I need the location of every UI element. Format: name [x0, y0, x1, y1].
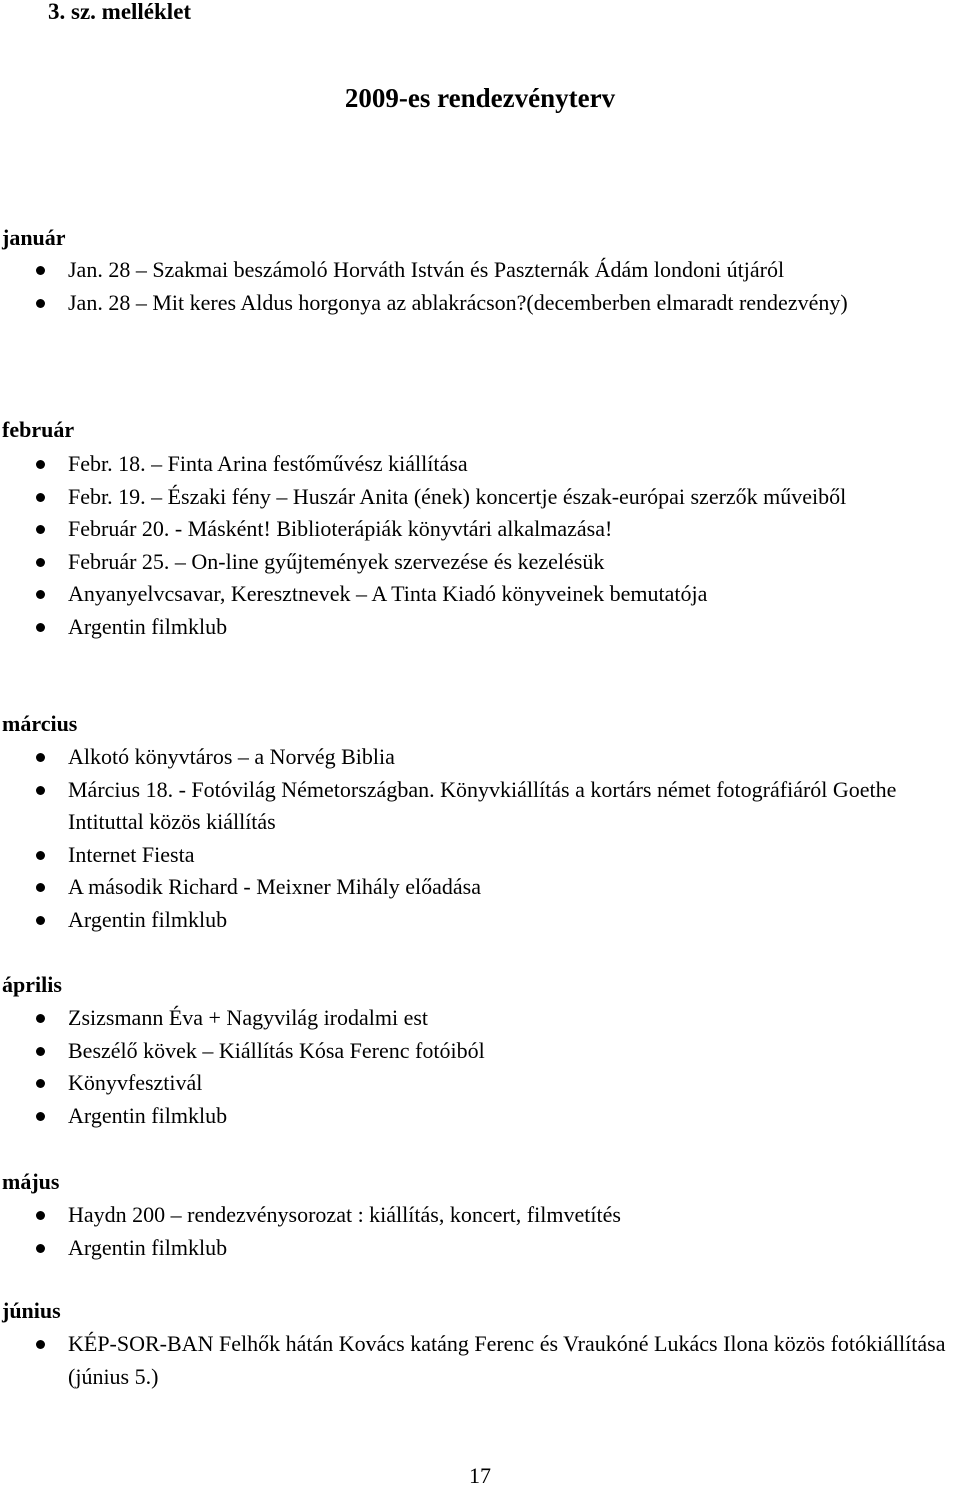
month-heading-may: május: [2, 1169, 60, 1194]
list-item: Argentin filmklub: [0, 1100, 958, 1133]
month-heading-june: június: [2, 1298, 61, 1323]
event-list-february: [0, 448, 958, 643]
list-item: Argentin filmklub: [0, 904, 920, 937]
event-list-april: [0, 1002, 958, 1132]
page-number: 17: [469, 1463, 491, 1488]
list-item: Internet Fiesta: [0, 839, 920, 872]
list-item: Haydn 200 – rendezvénysorozat : kiállítás, koncert, filmvetítés: [0, 1199, 958, 1232]
month-heading-february: február: [2, 417, 75, 442]
list-item: Jan. 28 – Szakmai beszámoló Horváth István és Paszternák Ádám londoni útjáról: [0, 254, 900, 287]
list-item: Anyanyelvcsavar, Keresztnevek – A Tinta Kiadó könyveinek bemutatója: [0, 578, 958, 611]
event-list-january: [0, 254, 900, 319]
list-item: Március 18. - Fotóvilág Németországban. Könyvkiállítás a kortárs német fotográfiáról Goethe Intituttal közös kiállítás: [0, 774, 920, 839]
list-item: Argentin filmklub: [0, 611, 958, 644]
list-item: Február 20. - Másként! Biblioterápiák könyvtári alkalmazása!: [0, 513, 958, 546]
month-heading-march: március: [2, 711, 78, 736]
list-item: Február 25. – On-line gyűjtemények szervezése és kezelésük: [0, 546, 958, 579]
list-item: Argentin filmklub: [0, 1232, 958, 1265]
event-list-march: [0, 741, 920, 936]
list-item: KÉP-SOR-BAN Felhők hátán Kovács katáng Ferenc és Vraukóné Lukács Ilona közös fotókiállítása (június 5.): [0, 1328, 958, 1393]
event-list-june: [0, 1328, 958, 1393]
month-heading-april: április: [2, 972, 62, 997]
list-item: A második Richard - Meixner Mihály előadása: [0, 871, 920, 904]
list-item: Jan. 28 – Mit keres Aldus horgonya az ablakrácson?(decemberben elmaradt rendezvény): [0, 287, 900, 320]
list-item: Zsizsmann Éva + Nagyvilág irodalmi est: [0, 1002, 958, 1035]
list-item: Beszélő kövek – Kiállítás Kósa Ferenc fotóiból: [0, 1035, 958, 1068]
attachment-label: 3. sz. melléklet: [48, 0, 192, 24]
list-item: Febr. 19. – Északi fény – Huszár Anita (ének) koncertje észak-európai szerzők műveiből: [0, 481, 958, 514]
list-item: Alkotó könyvtáros – a Norvég Biblia: [0, 741, 920, 774]
list-item: Könyvfesztivál: [0, 1067, 958, 1100]
month-heading-january: január: [2, 225, 66, 250]
document-title: 2009-es rendezvényterv: [344, 83, 616, 113]
list-item: Febr. 18. – Finta Arina festőművész kiállítása: [0, 448, 958, 481]
event-list-may: [0, 1199, 958, 1264]
